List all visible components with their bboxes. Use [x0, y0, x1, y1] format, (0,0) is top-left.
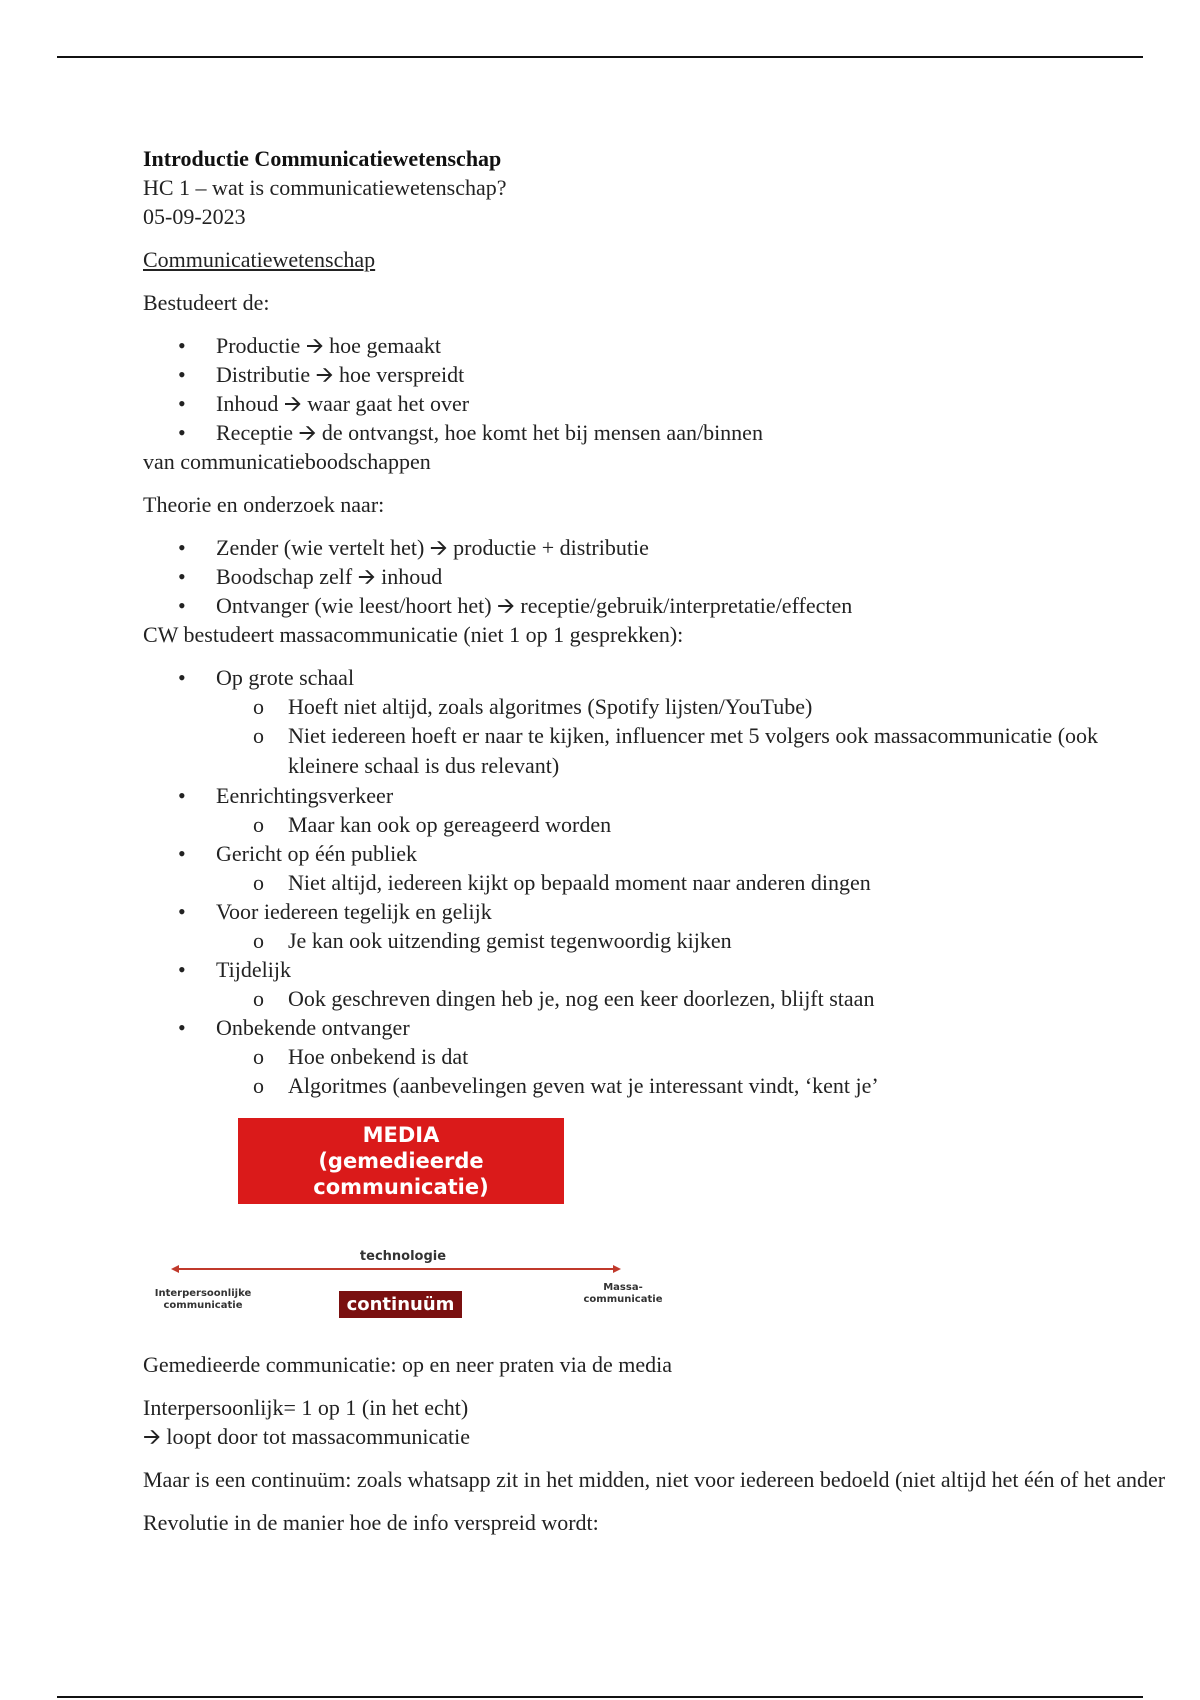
list-item-label: Eenrichtingsverkeer	[216, 783, 394, 808]
media-box	[238, 1118, 564, 1204]
list-item: • Inhoud 🡪 waar gaat het over	[143, 389, 1173, 418]
sub-list	[216, 692, 1173, 781]
label-line: Interpersoonlijke	[154, 1288, 252, 1299]
media-box-line: communicatie)	[313, 1175, 489, 1199]
paragraph: Theorie en onderzoek naar:	[143, 492, 385, 517]
list-item: • Distributie 🡪 hoe verspreidt	[143, 360, 1173, 389]
paragraph: Revolutie in de manier hoe de info verspreid wordt:	[143, 1510, 599, 1535]
paragraph: Gemedieerde communicatie: op en neer praten via de media	[143, 1352, 672, 1377]
list-item: • Receptie 🡪 de ontvangst, hoe komt het bij mensen aan/binnen	[143, 418, 1173, 447]
label-line: Massa-	[603, 1282, 643, 1293]
paragraph: Maar is een continuüm: zoals whatsapp zit in het midden, niet voor iedereen bedoeld (niet altijd het één of het ander	[143, 1467, 1166, 1492]
lecture-date: 05-09-2023	[143, 204, 246, 229]
list-item: • Boodschap zelf 🡪 inhoud	[143, 562, 1173, 591]
list-item-label: Op grote schaal	[216, 665, 355, 690]
list-item	[143, 839, 1173, 897]
label-line: communicatie	[163, 1300, 243, 1311]
list-item	[143, 781, 1173, 839]
sub-list	[216, 984, 1173, 1013]
technology-label: technologie	[359, 1249, 447, 1264]
list-item: • Productie 🡪 hoe gemaakt	[143, 331, 1173, 360]
media-box-line: MEDIA	[362, 1123, 440, 1147]
list-item-label: Gericht op één publiek	[216, 841, 417, 866]
sub-list	[216, 868, 1173, 897]
list-item	[143, 955, 1173, 1013]
lecture-subtitle: HC 1 – wat is communicatiewetenschap?	[143, 175, 507, 200]
section-heading: Communicatiewetenschap	[143, 247, 376, 272]
interpersonal-label	[148, 1288, 258, 1312]
list-item-label: Onbekende ontvanger	[216, 1015, 410, 1040]
double-arrow-icon	[171, 1264, 621, 1274]
list-item-label: Voor iedereen tegelijk en gelijk	[216, 899, 492, 924]
sub-list	[216, 926, 1173, 955]
list-item: • Zender (wie vertelt het) 🡪 productie + distributie	[143, 533, 1173, 562]
media-box-line: (gemedieerde	[318, 1149, 484, 1173]
sub-list-item: o Hoeft niet altijd, zoals algoritmes (Spotify lijsten/YouTube)	[216, 692, 1173, 721]
top-rule	[57, 56, 1143, 58]
mass-communication-label	[568, 1282, 678, 1306]
paragraph: van communicatieboodschappen	[143, 449, 431, 474]
sub-list-item: o Algoritmes (aanbevelingen geven wat je interessant vindt, ‘kent je’	[216, 1071, 1173, 1100]
sub-list-item: o Niet iedereen hoeft er naar te kijken, influencer met 5 volgers ook massacommunicatie (ook kleinere schaal is dus relevant)	[216, 721, 1173, 781]
label-line: communicatie	[583, 1294, 663, 1305]
list-item	[143, 897, 1173, 955]
list-item: • Ontvanger (wie leest/hoort het) 🡪 receptie/gebruik/interpretatie/effecten	[143, 591, 1173, 620]
document-body	[143, 144, 1173, 1537]
sub-list	[216, 1042, 1173, 1100]
sub-list-item: o Maar kan ook op gereageerd worden	[216, 810, 1173, 839]
media-continuum-diagram	[143, 1110, 683, 1350]
list-item	[143, 663, 1173, 781]
list-item	[143, 1013, 1173, 1100]
paragraph: Interpersoonlijk= 1 op 1 (in het echt)	[143, 1395, 469, 1420]
sub-list-item: o Je kan ook uitzending gemist tegenwoordig kijken	[216, 926, 1173, 955]
list-item-label: Tijdelijk	[216, 957, 291, 982]
bullet-list	[143, 533, 1173, 620]
sub-list-item: o Ook geschreven dingen heb je, nog een keer doorlezen, blijft staan	[216, 984, 1173, 1013]
paragraph: Bestudeert de:	[143, 290, 270, 315]
sub-list	[216, 810, 1173, 839]
document-title: Introductie Communicatiewetenschap	[143, 146, 502, 171]
paragraph: 🡪 loopt door tot massacommunicatie	[143, 1424, 471, 1449]
sub-list-item: o Hoe onbekend is dat	[216, 1042, 1173, 1071]
bottom-rule	[57, 1696, 1143, 1698]
continuum-badge: continuüm	[339, 1291, 462, 1318]
bullet-list	[143, 663, 1173, 1100]
bullet-list	[143, 331, 1173, 447]
sub-list-item: o Niet altijd, iedereen kijkt op bepaald moment naar anderen dingen	[216, 868, 1173, 897]
paragraph: CW bestudeert massacommunicatie (niet 1 op 1 gesprekken):	[143, 622, 684, 647]
